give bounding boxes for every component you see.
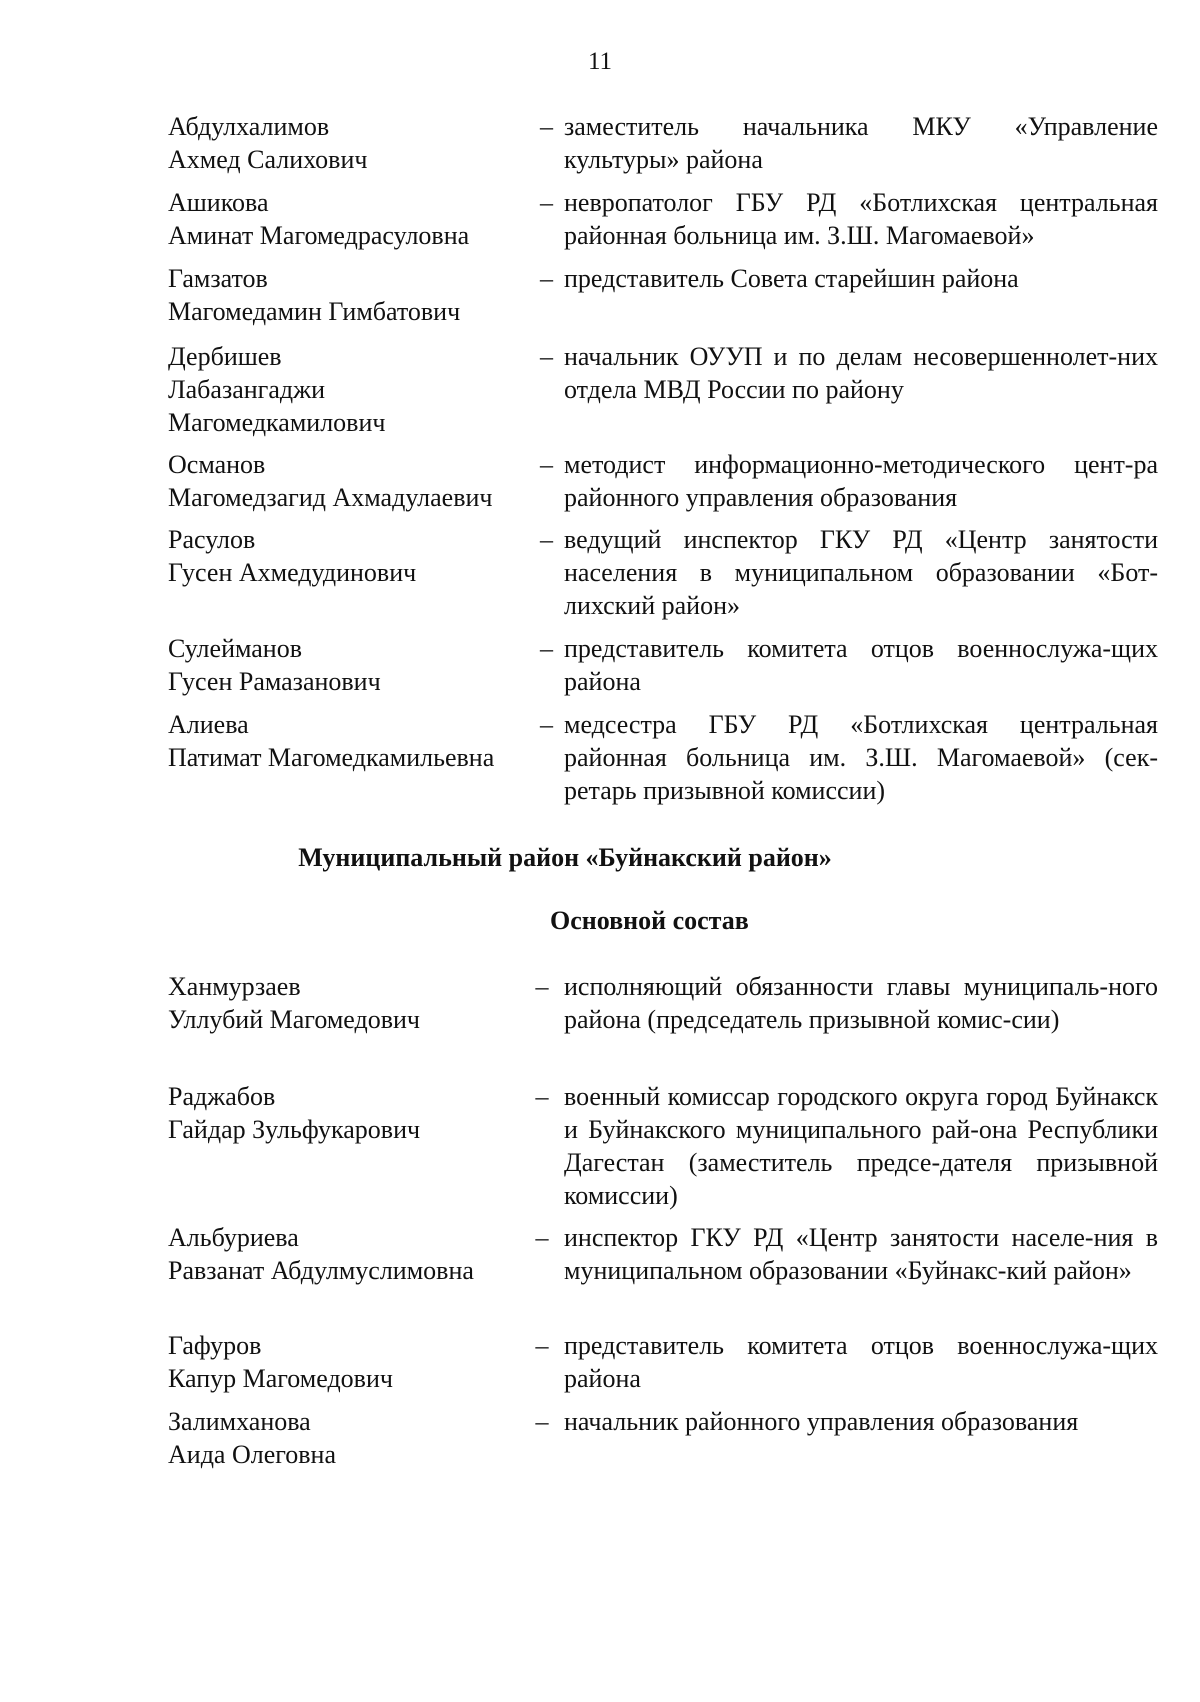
member-name: Расулов Гусен Ахмедудинович <box>168 525 417 587</box>
member-entry <box>168 186 1158 262</box>
dash: – <box>540 264 553 293</box>
member-list-section-2 <box>168 970 1158 1481</box>
dash: – <box>540 188 553 217</box>
member-position: ведущий инспектор ГКУ РД «Центр занятости населения в муниципальном образовании «Бот-лихский район» <box>564 525 1158 620</box>
member-entry <box>168 708 1158 810</box>
page-number: 11 <box>587 48 613 75</box>
member-position: методист информационно-методического цент-ра районного управления образования <box>564 450 1158 512</box>
member-position: начальник районного управления образования <box>564 1407 1079 1436</box>
member-position: исполняющий обязанности главы муниципаль-ного района (председатель призывной комис-сии) <box>564 972 1158 1034</box>
member-position: медсестра ГБУ РД «Ботлихская центральная районная больница им. З.Ш. Магомаевой» (сек-ретарь призывной комиссии) <box>564 710 1158 805</box>
member-entry <box>168 1405 1158 1481</box>
member-entry <box>168 1221 1158 1329</box>
member-name: Алиева Патимат Магомедкамильевна <box>168 710 495 772</box>
dash: – <box>540 112 553 141</box>
member-list-section-1 <box>168 110 1158 810</box>
member-position: представитель Совета старейшин района <box>564 264 1019 293</box>
dash: – <box>540 525 553 554</box>
member-position: инспектор ГКУ РД «Центр занятости населе-ния в муниципальном образовании «Буйнакс-кий район» <box>564 1223 1158 1285</box>
member-entry <box>168 1329 1158 1405</box>
member-position: начальник ОУУП и по делам несовершеннолет-них отдела МВД России по району <box>564 342 1158 404</box>
member-name: Залимханова Аида Олеговна <box>168 1407 336 1469</box>
dash: – <box>540 710 553 739</box>
member-name: Раджабов Гайдар Зульфукарович <box>168 1082 421 1144</box>
dash: – <box>540 342 553 371</box>
member-name: Османов Магомедзагид Ахмадулаевич <box>168 450 493 512</box>
dash: – <box>535 1082 549 1111</box>
member-position: невропатолог ГБУ РД «Ботлихская центральная районная больница им. З.Ш. Магомаевой» <box>564 188 1158 250</box>
dash: – <box>540 450 553 479</box>
member-entry <box>168 448 1158 523</box>
member-name: Сулейманов Гусен Рамазанович <box>168 634 381 696</box>
member-name: Ашикова Аминат Магомедрасуловна <box>168 188 470 250</box>
member-entry <box>168 632 1158 708</box>
dash: – <box>535 1331 549 1360</box>
member-position: представитель комитета отцов военнослужа-щих района <box>564 1331 1158 1393</box>
member-name: Альбуриева Равзанат Абдулмуслимовна <box>168 1223 474 1285</box>
member-position: заместитель начальника МКУ «Управление культуры» района <box>564 112 1158 174</box>
member-name: Гамзатов Магомедамин Гимбатович <box>168 264 461 326</box>
dash: – <box>535 972 549 1001</box>
member-entry <box>168 340 1158 448</box>
member-name: Ханмурзаев Уллубий Магомедович <box>168 972 420 1034</box>
subsection-heading: Основной состав <box>550 906 749 935</box>
member-name: Гафуров Капур Магомедович <box>168 1331 393 1393</box>
member-name: Абдулхалимов Ахмед Салихович <box>168 112 368 174</box>
member-name: Дербишев Лабазангаджи Магомедкамилович <box>168 342 386 437</box>
member-entry <box>168 970 1158 1080</box>
member-entry <box>168 262 1158 340</box>
member-position: военный комиссар городского округа город Буйнакск и Буйнакского муниципального рай-она Республики Дагестан (заместитель предсе-дателя призывной комиссии) <box>564 1082 1158 1210</box>
dash: – <box>535 1407 549 1436</box>
dash: – <box>535 1223 549 1252</box>
district-heading: Муниципальный район «Буйнакский район» <box>298 843 832 872</box>
member-entry <box>168 110 1158 186</box>
member-position: представитель комитета отцов военнослужа-щих района <box>564 634 1158 696</box>
member-entry <box>168 1080 1158 1221</box>
dash: – <box>540 634 553 663</box>
member-entry <box>168 523 1158 632</box>
